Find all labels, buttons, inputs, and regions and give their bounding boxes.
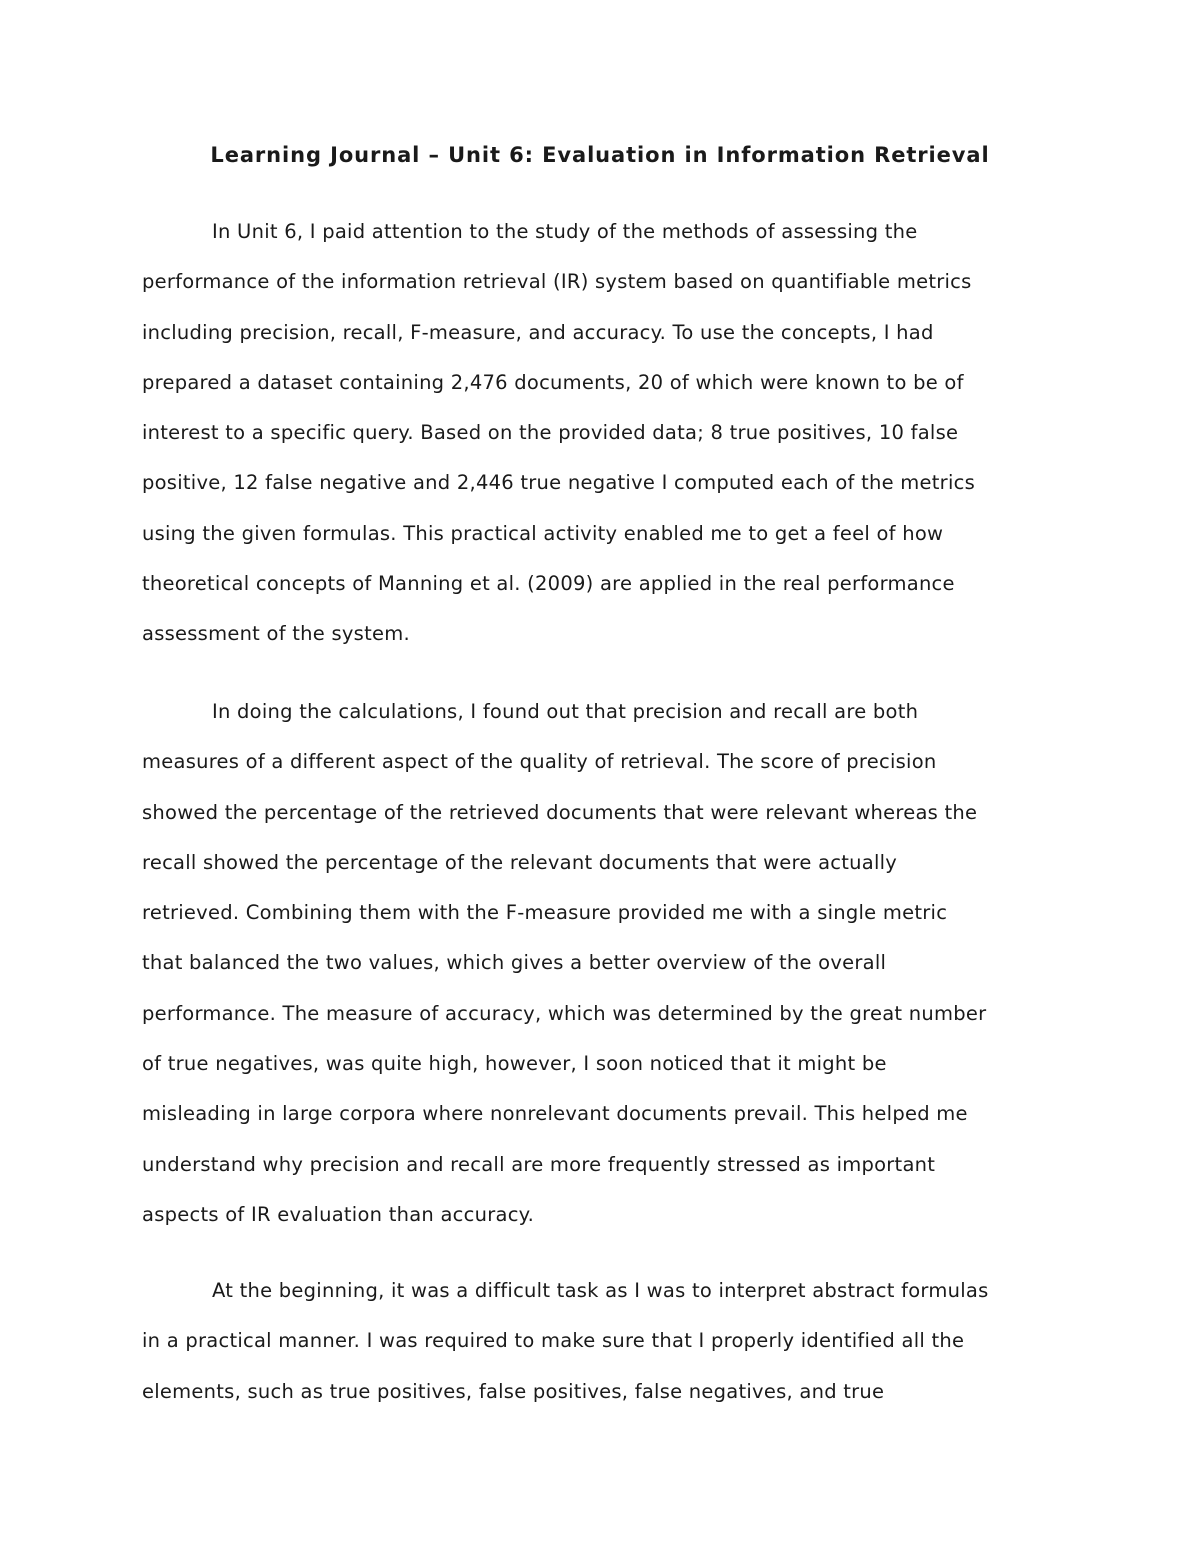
paragraph-line: aspects of IR evaluation than accuracy. (142, 1202, 535, 1226)
paragraph-2 (142, 697, 1082, 1250)
paragraph-line: retrieved. Combining them with the F-measure provided me with a single metric (142, 901, 948, 925)
paragraph-line: At the beginning, it was a difficult task as I was to interpret abstract formulas (212, 1279, 989, 1302)
paragraph-line: In Unit 6, I paid attention to the study of the methods of assessing the (212, 220, 918, 243)
paragraph-line: recall showed the percentage of the relevant documents that were actually (142, 850, 898, 874)
paragraph-line: positive, 12 false negative and 2,446 true negative I computed each of the metrics (142, 471, 975, 495)
paragraph-line: performance of the information retrieval (IR) system based on quantifiable metrics (142, 270, 972, 294)
paragraph-1 (142, 217, 1082, 670)
paragraph-line: showed the percentage of the retrieved documents that were relevant whereas the (142, 800, 978, 824)
paragraph-line: prepared a dataset containing 2,476 documents, 20 of which were known to be of (142, 370, 964, 394)
paragraph-line: in a practical manner. I was required to make sure that I properly identified all the (142, 1329, 965, 1353)
paragraph-line: assessment of the system. (142, 622, 410, 646)
paragraph-line: elements, such as true positives, false positives, false negatives, and true (142, 1379, 885, 1403)
paragraph-line: including precision, recall, F-measure, and accuracy. To use the concepts, I had (142, 320, 934, 344)
paragraph-line: interest to a specific query. Based on the provided data; 8 true positives, 10 false (142, 421, 959, 445)
paragraph-line: understand why precision and recall are more frequently stressed as important (142, 1152, 936, 1176)
paragraph-line: theoretical concepts of Manning et al. (2009) are applied in the real performance (142, 572, 955, 596)
paragraph-line: misleading in large corpora where nonrelevant documents prevail. This helped me (142, 1102, 968, 1126)
paragraph-3 (142, 1276, 1082, 1427)
paragraph-line: performance. The measure of accuracy, which was determined by the great number (142, 1001, 987, 1025)
paragraph-line: measures of a different aspect of the quality of retrieval. The score of precision (142, 750, 937, 774)
paragraph-line: In doing the calculations, I found out that precision and recall are both (212, 700, 919, 723)
document-title: Learning Journal – Unit 6: Evaluation in Information Retrieval (210, 143, 990, 167)
paragraph-line: that balanced the two values, which gives a better overview of the overall (142, 951, 887, 975)
paragraph-line: of true negatives, was quite high, however, I soon noticed that it might be (142, 1052, 887, 1076)
paragraph-line: using the given formulas. This practical activity enabled me to get a feel of how (142, 521, 944, 545)
